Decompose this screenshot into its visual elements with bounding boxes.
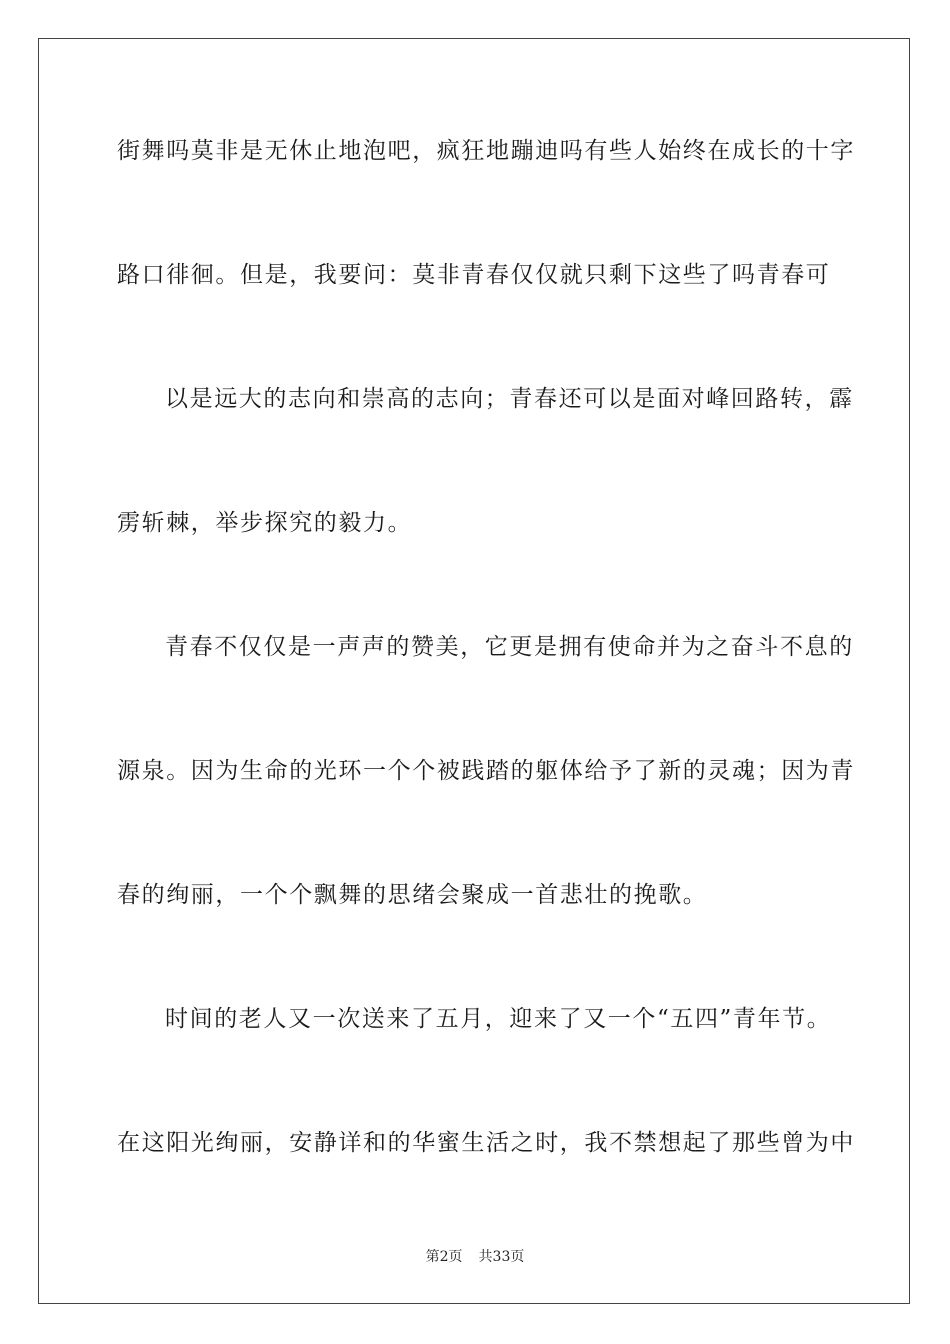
paragraph-first-line: 时间的老人又一次送来了五月，迎来了又一个“五四”青年节。 <box>165 1006 832 1032</box>
page-total: 共33页 <box>478 1249 525 1265</box>
paragraph-first-line: 以是远大的志向和崇高的志向；青春还可以是面对峰回路转，霹 <box>165 386 854 412</box>
page-frame <box>38 38 910 1304</box>
page-number: 第2页 <box>425 1249 463 1265</box>
text-line: 源泉。因为生命的光环一个个被践踏的躯体给予了新的灵魂；因为青 <box>117 758 855 784</box>
text-line: 路口徘徊。但是，我要问：莫非青春仅仅就只剩下这些了吗青春可 <box>117 262 831 288</box>
text-line: 在这阳光绚丽，安静详和的华蜜生活之时，我不禁想起了那些曾为中 <box>117 1130 855 1156</box>
text-line: 街舞吗莫非是无休止地泡吧，疯狂地蹦迪吗有些人始终在成长的十字 <box>117 138 855 164</box>
text-line: 春的绚丽，一个个飘舞的思绪会聚成一首悲壮的挽歌。 <box>117 882 708 908</box>
text-line: 雳斩棘，举步探究的毅力。 <box>117 510 413 536</box>
paragraph-first-line: 青春不仅仅是一声声的赞美，它更是拥有使命并为之奋斗不息的 <box>165 634 854 660</box>
page-footer <box>0 1246 950 1266</box>
